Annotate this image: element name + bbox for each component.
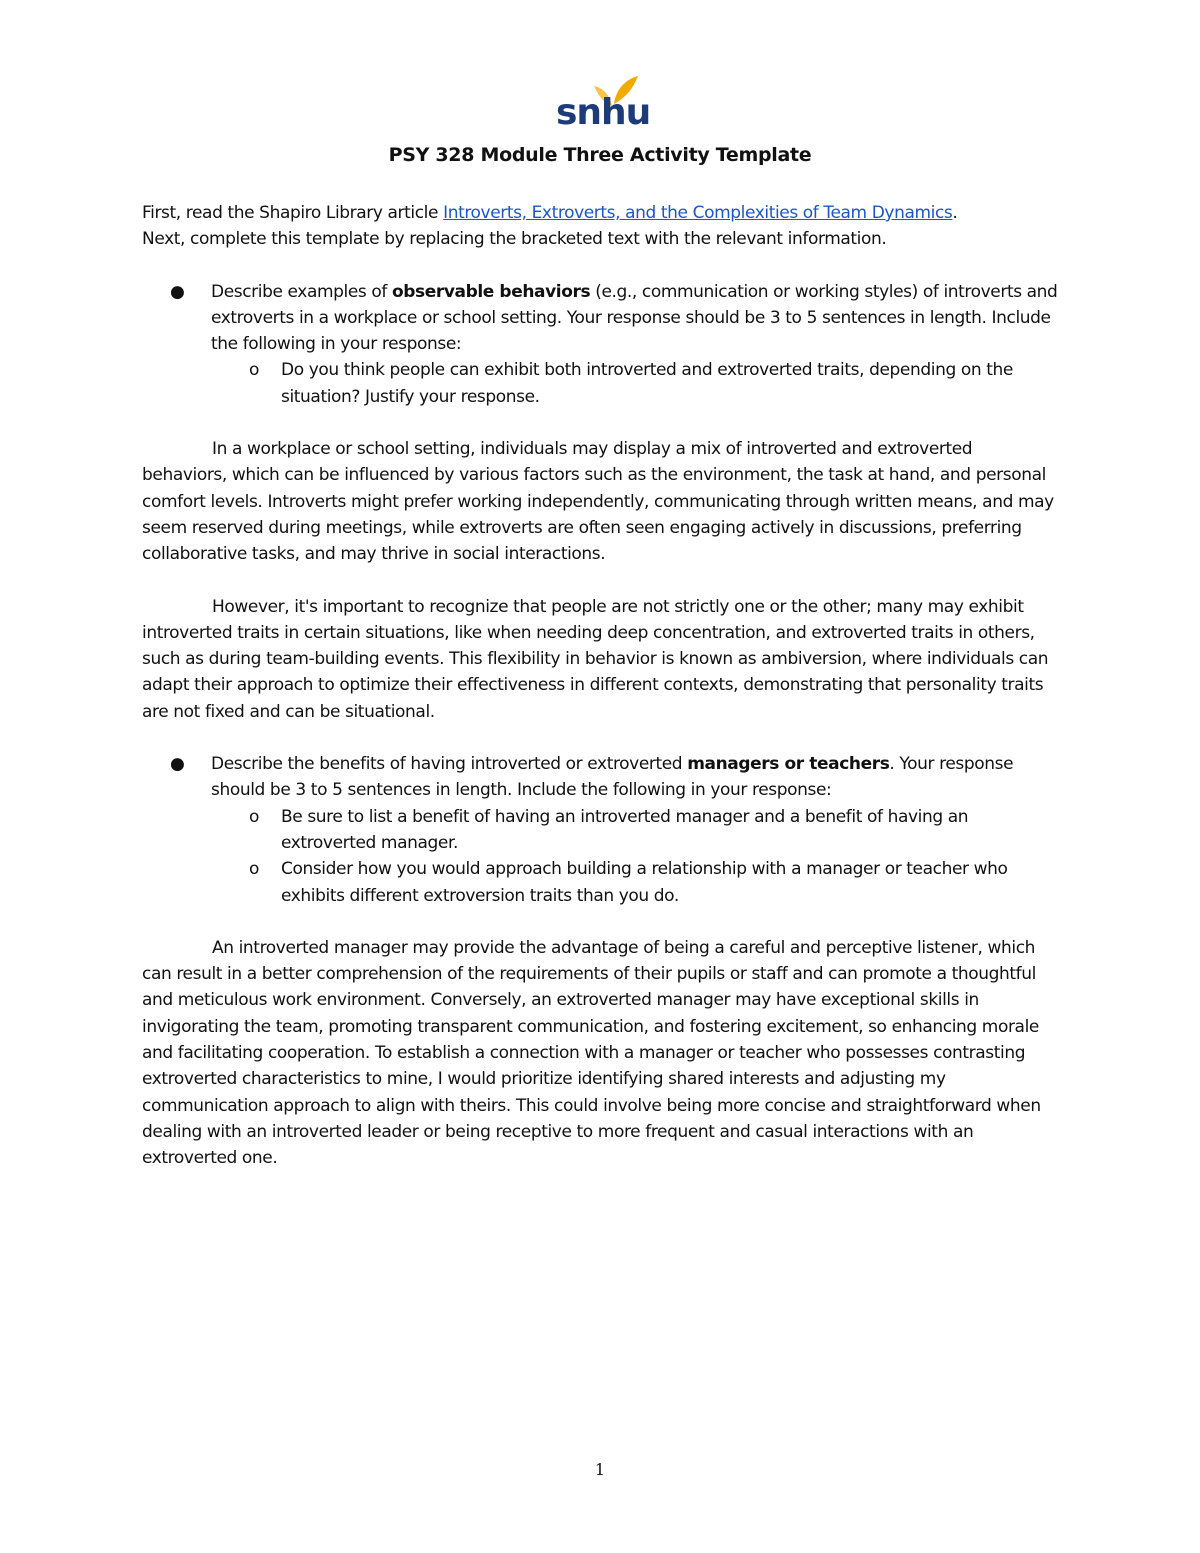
intro-instruction: Next, complete this template by replacing the bracketed text with the relevant information. xyxy=(142,229,887,250)
sub-item-text: Consider how you would approach building a relationship with a manager or teacher who exhibits different extroversion traits than you do. xyxy=(281,859,1008,906)
sub-item xyxy=(211,357,1062,410)
prompt-text: Describe examples of xyxy=(211,281,392,302)
sub-bullet-icon: o xyxy=(249,806,260,827)
prompt-bold: managers or teachers xyxy=(687,754,890,775)
sub-list xyxy=(211,357,1062,410)
intro-punct: . xyxy=(952,203,958,223)
prompt-list-2 xyxy=(142,751,1062,909)
sub-list xyxy=(211,804,1062,909)
sub-bullet-icon: o xyxy=(249,360,260,381)
sub-item-text: Be sure to list a benefit of having an introverted manager and a benefit of having an extroverted manager. xyxy=(281,806,969,853)
prompt-text: (e.g., communication or working styles) of introverts and extroverts in a workplace or school setting. Your response should be 3 to 5 sentences in length. Include the following in your response: xyxy=(211,281,1058,355)
prompt-item xyxy=(142,279,1062,410)
prompt-text: . Your response should be 3 to 5 sentences in length. Include the following in your response: xyxy=(211,754,1014,801)
sub-item xyxy=(211,804,1062,857)
sub-item-text: Do you think people can exhibit both introverted and extroverted traits, depending on the situation? Justify your response. xyxy=(281,360,1013,407)
page-title: PSY 328 Module Three Activity Template xyxy=(388,144,812,166)
prompt-text: Describe the benefits of having introverted or extroverted xyxy=(211,754,688,775)
bullet-icon: ● xyxy=(170,754,185,775)
prompt-list-1 xyxy=(142,279,1062,410)
page-number: 1 xyxy=(594,1460,606,1479)
logo-wordmark: snhu xyxy=(556,92,651,133)
sub-item xyxy=(211,856,1062,909)
response-paragraph: An introverted manager may provide the advantage of being a careful and perceptive listener, which can result in a better comprehension of the requirements of their pupils or staff and can promote a thoughtful and meticulous work environment. Conversely, an extroverted manager may have exceptional skills in invigorating the team, promoting transparent communication, and fostering excitement, so enhancing morale and facilitating cooperation. To establish a connection with a manager or teacher who possesses contrasting extroverted characteristics to mine, I would prioritize identifying shared interests and adjusting my communication approach to align with theirs. This could involve being more concise and straightforward when dealing with an introverted leader or being receptive to more frequent and casual interactions with an extroverted one. xyxy=(142,937,1041,1169)
bullet-icon: ● xyxy=(170,281,185,302)
sub-bullet-icon: o xyxy=(249,859,260,880)
intro-text: First, read the Shapiro Library article xyxy=(142,203,444,223)
response-paragraph: In a workplace or school setting, individuals may display a mix of introverted and extroverted behaviors, which can be influenced by various factors such as the environment, the task at hand, and personal comfort levels. Introverts might prefer working independently, communicating through written means, and may seem reserved during meetings, while extroverts are often seen engaging actively in discussions, preferring collaborative tasks, and may thrive in social interactions. xyxy=(142,439,1054,565)
intro-paragraph xyxy=(142,200,1062,253)
response-paragraph: However, it's important to recognize that people are not strictly one or the other; many may exhibit introverted traits in certain situations, like when needing deep concentration, and extroverted traits in others, such as during team-building events. This flexibility in behavior is known as ambiversion, where individuals can adapt their approach to optimize their effectiveness in different contexts, demonstrating that personality traits are not fixed and can be situational. xyxy=(142,596,1049,722)
prompt-bold: observable behaviors xyxy=(391,281,591,302)
article-link[interactable]: Introverts, Extroverts, and the Complexities of Team Dynamics xyxy=(443,203,953,223)
snhu-logo xyxy=(556,74,651,134)
document-body xyxy=(142,200,1062,1172)
prompt-item xyxy=(142,751,1062,909)
